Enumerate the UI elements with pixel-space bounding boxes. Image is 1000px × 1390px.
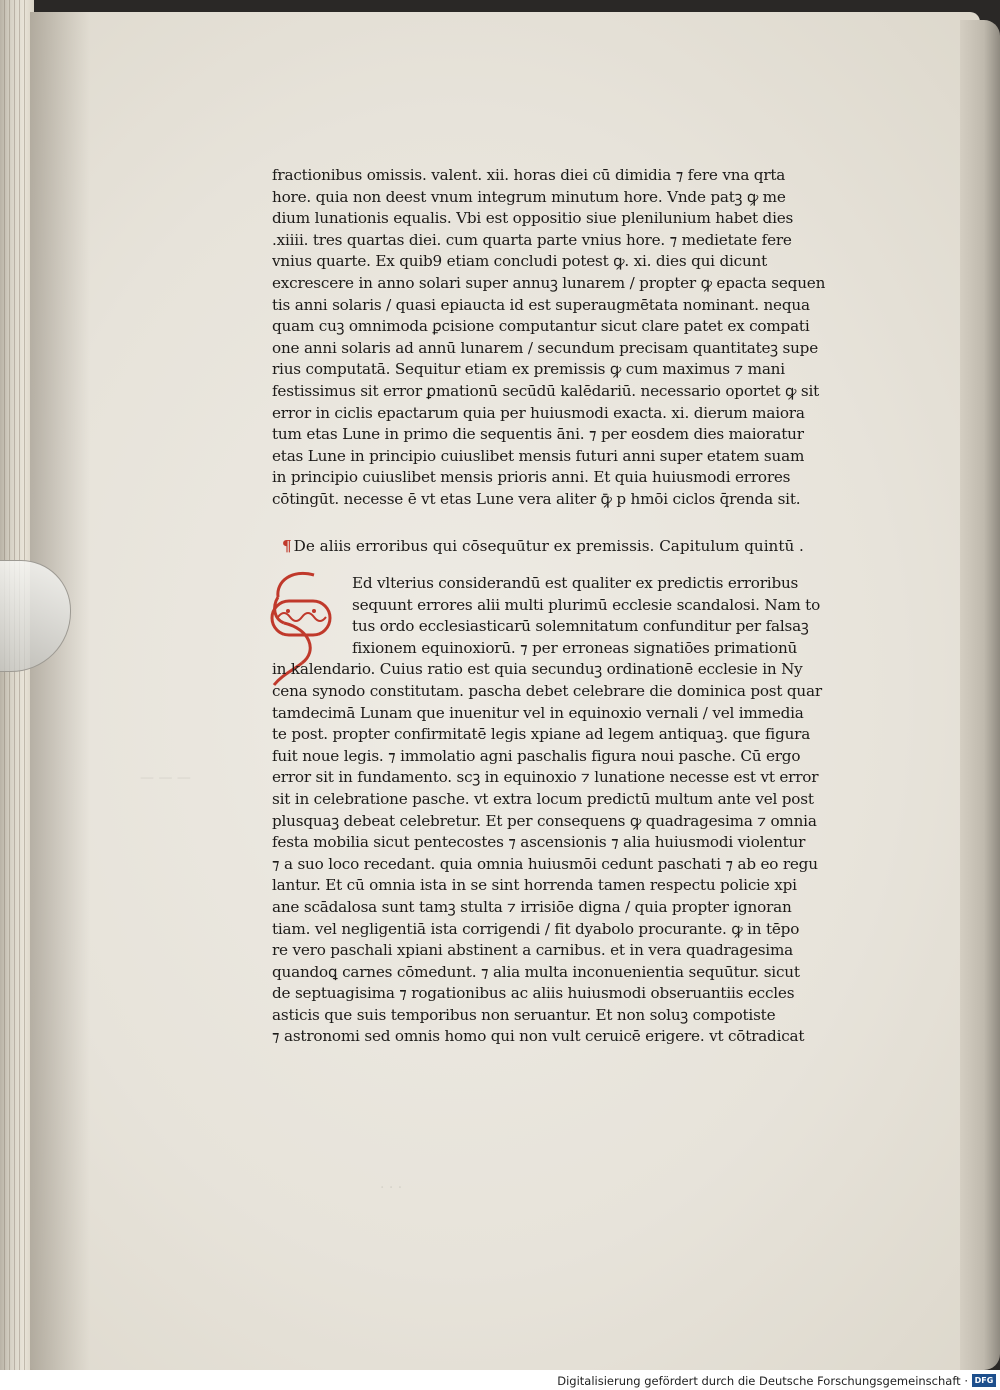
text-line: cōtingūt. necesse ē vt etas Lune vera aliter ꝙ̄ p hmōi ciclos q̄renda sit.	[272, 489, 801, 508]
text-line: te post. propter confirmitatē legis xpiane ad legem antiquaꝫ. que figura	[272, 725, 811, 744]
text-line: ⁊ astronomi sed omnis homo qui non vult ceruicē erigere. vt cōtradicat	[272, 1027, 805, 1046]
text-line: vnius quarte. Ex quib9 etiam concludi potest ꝙ. xi. dies qui dicunt	[272, 252, 768, 271]
text-line: fuit noue legis. ⁊ immolatio agni paschalis figura noui pasche. Cū ergo	[272, 746, 801, 765]
text-line: sit in celebratione pasche. vt extra locum predictū multum ante vel post	[272, 789, 814, 808]
text-line: excrescere in anno solari super annuꝫ lunarem / propter ꝙ epacta sequen	[272, 273, 826, 292]
text-line: tis anni solaris / quasi epiaucta id est superaugmētata nominant. nequa	[272, 295, 810, 314]
text-line: tiam. vel negligentiā ista corrigendi / fit dyabolo procurante. ꝙ in tēpo	[272, 919, 800, 938]
text-line: de septuagisima ⁊ rogationibus ac aliis huiusmodi obseruantiis eccles	[272, 984, 795, 1003]
text-line: fractionibus omissis. valent. xii. horas diei cū dimidia ⁊ fere vna qrta	[272, 166, 786, 184]
text-line: in kalendario. Cuius ratio est quia secunduꝫ ordinationē ecclesie in Ny	[272, 660, 803, 679]
text-line: .xiiii. tres quartas diei. cum quarta parte vnius hore. ⁊ medietate fere	[272, 230, 792, 249]
text-line: etas Lune in principio cuiuslibet mensis futuri anni super etatem suam	[272, 446, 805, 465]
text-line: error in ciclis epactarum quia per huiusmodi exacta. xi. dierum maiora	[272, 403, 805, 422]
text-line: rius computatā. Sequitur etiam ex premissis ꝙ cum maximus ⁊ mani	[272, 360, 785, 379]
right-page-edge	[960, 20, 1000, 1370]
text-line: tus ordo ecclesiasticarū solemnitatum confunditur per falsaꝫ	[352, 617, 809, 636]
text-line: sequunt errores alii multi plurimū ecclesie scandalosi. Nam to	[352, 595, 821, 614]
text-line: tamdecimā Lunam que inuenitur vel in equinoxio vernali / vel immedia	[272, 703, 804, 722]
text-line: quam cuꝫ omnimoda ꝑcisione computantur sicut clare patet ex compati	[272, 317, 810, 336]
text-line: in principio cuiuslibet mensis prioris anni. Et quia huiusmodi errores	[272, 468, 791, 487]
chapter-text	[272, 573, 872, 1048]
text-line: asticis que suis temporibus non seruantur. Et non soluꝫ compotiste	[272, 1005, 776, 1024]
text-line: dium lunationis equalis. Vbi est oppositio siue plenilunium habet dies	[272, 209, 794, 228]
text-line: quandoꝗ carnes cōmedunt. ⁊ alia multa inconuenientia sequūtur. sicut	[272, 962, 800, 981]
body-text	[272, 165, 872, 511]
text-line: hore. quia non deest vnum integrum minutum hore. Vnde patꝫ ꝙ me	[272, 187, 786, 206]
text-line: fixionem equinoxiorū. ⁊ per erroneas signatiōes primationū	[352, 638, 798, 657]
gutter-shadow	[30, 12, 90, 1370]
left-page-stack	[0, 0, 34, 1370]
text-line: lantur. Et cū omnia ista in se sint horrenda tamen respectu policie xpi	[272, 876, 797, 895]
dfg-logo: DFG	[972, 1374, 996, 1387]
text-line: error sit in fundamento. scꝫ in equinoxio ⁊ lunatione necesse est vt error	[272, 768, 819, 787]
footer-bar	[0, 1370, 1000, 1390]
text-line: plusquaꝫ debeat celebretur. Et per consequens ꝙ quadragesima ⁊ omnia	[272, 811, 817, 830]
digitization-credit: Digitalisierung gefördert durch die Deutsche Forschungsgemeinschaft ·	[557, 1374, 968, 1388]
text-line: festa mobilia sicut pentecostes ⁊ ascensionis ⁊ alia huiusmodi violentur	[272, 833, 806, 852]
text-line: cena synodo constitutam. pascha debet celebrare die dominica post quar	[272, 681, 822, 700]
text-line: ⁊ a suo loco recedant. quia omnia huiusmōi cedunt paschati ⁊ ab eo regu	[272, 854, 818, 873]
text-line: ane scādalosa sunt tamꝫ stulta ⁊ irrisiōe digna / quia propter ignoran	[272, 897, 792, 916]
text-line: one anni solaris ad annū lunarem / secundum precisam quantitateꝫ supe	[272, 338, 818, 357]
text-line: tum etas Lune in primo die sequentis āni. ⁊ per eosdem dies maioratur	[272, 425, 804, 444]
chapter-heading-text: De aliis erroribus qui cōsequūtur ex premissis. Capitulum quintū .	[293, 537, 804, 555]
pilcrow-icon: ¶	[282, 537, 292, 555]
chapter-heading	[282, 534, 882, 558]
text-line: festissimus sit error ꝑmationū secūdū kalēdariū. necessario oportet ꝙ sit	[272, 381, 820, 400]
text-line: re vero paschali xpiani abstinent a carnibus. et in vera quadragesima	[272, 941, 794, 960]
text-line: Ed vlterius considerandū est qualiter ex predictis erroribus	[352, 574, 799, 592]
